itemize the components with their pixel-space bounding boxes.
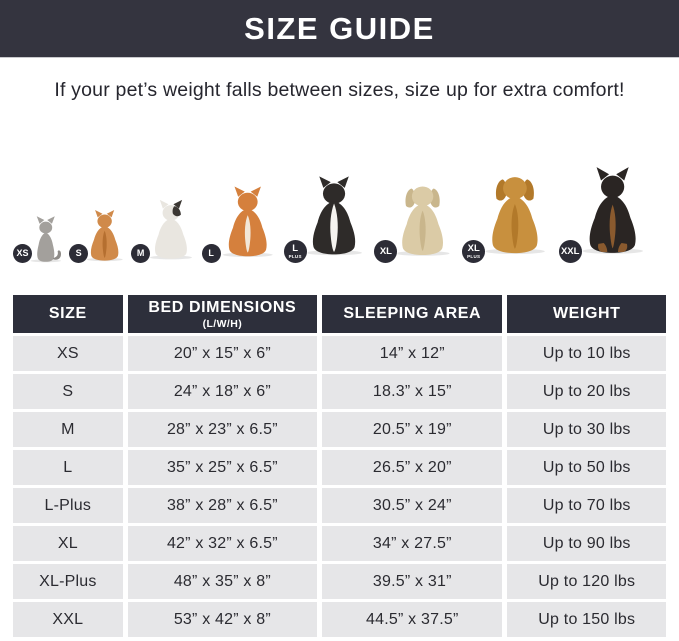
table-cell-sleep: 34” x 27.5” — [322, 526, 502, 561]
table-cell-bed: 28” x 23” x 6.5” — [128, 412, 317, 447]
table-cell-bed: 53” x 42” x 8” — [128, 602, 317, 637]
table-cell-size: XL — [13, 526, 123, 561]
table-cell-bed: 38” x 28” x 6.5” — [128, 488, 317, 523]
size-badge-m — [131, 244, 150, 263]
table-cell-weight: Up to 70 lbs — [507, 488, 666, 523]
size-badge-plus-label: PLUS — [288, 253, 302, 259]
pet-photo-border-collie — [288, 158, 375, 272]
column-header-size: SIZE — [13, 295, 123, 333]
pet-photo-pomeranian — [75, 198, 131, 272]
table-cell-sleep: 26.5” x 20” — [322, 450, 502, 485]
table-cell-weight: Up to 10 lbs — [507, 336, 666, 371]
table-cell-bed: 42” x 32” x 6.5” — [128, 526, 317, 561]
table-cell-sleep: 14” x 12” — [322, 336, 502, 371]
size-badge-label: XS — [16, 248, 29, 258]
size-badge-label: L — [292, 243, 299, 254]
pet-photo-doberman — [560, 148, 657, 272]
table-cell-bed: 20” x 15” x 6” — [128, 336, 317, 371]
bed-dimensions-unit-note: (L/W/H) — [202, 317, 243, 330]
size-badge-l — [202, 244, 221, 263]
table-cell-size: XXL — [13, 602, 123, 637]
page-title: SIZE GUIDE — [244, 10, 435, 46]
table-cell-bed: 24” x 18” x 6” — [128, 374, 317, 409]
size-badge-plus-label: PLUS — [467, 253, 481, 259]
table-cell-sleep: 18.3” x 15” — [322, 374, 502, 409]
size-badge-label: XL — [379, 245, 392, 257]
table-cell-sleep: 39.5” x 31” — [322, 564, 502, 599]
column-header-weight: WEIGHT — [507, 295, 666, 333]
size-badge-label: M — [136, 248, 145, 258]
table-cell-size: S — [13, 374, 123, 409]
sizing-tip-text: If your pet’s weight falls between sizes, size up for extra comfort! — [54, 79, 625, 101]
cat-icon — [22, 206, 70, 272]
table-cell-weight: Up to 90 lbs — [507, 526, 666, 561]
pet-photo-golden-retriever — [467, 150, 559, 272]
table-cell-weight: Up to 50 lbs — [507, 450, 666, 485]
table-cell-weight: Up to 30 lbs — [507, 412, 666, 447]
table-cell-bed: 35” x 25” x 6.5” — [128, 450, 317, 485]
table-cell-size: L — [13, 450, 123, 485]
size-badge-l-plus — [284, 240, 307, 263]
size-badge-label: L — [208, 248, 214, 258]
size-badge-label: S — [75, 248, 82, 258]
dog-icon — [140, 186, 202, 272]
table-cell-weight: Up to 120 lbs — [507, 564, 666, 599]
pet-photo-shiba-inu — [208, 170, 284, 272]
table-cell-bed: 48” x 35” x 8” — [128, 564, 317, 599]
pet-photo-french-bulldog — [136, 186, 202, 272]
pet-photo-cat — [16, 206, 70, 272]
table-cell-sleep: 20.5” x 19” — [322, 412, 502, 447]
title-banner — [0, 0, 679, 58]
column-header-sleeping-area: SLEEPING AREA — [322, 295, 502, 333]
table-cell-sleep: 30.5” x 24” — [322, 488, 502, 523]
table-cell-size: XS — [13, 336, 123, 371]
dog-icon — [75, 198, 131, 272]
size-badge-label: XL — [467, 243, 480, 254]
dog-icon — [211, 170, 284, 272]
size-guide-table — [13, 295, 666, 637]
table-cell-size: M — [13, 412, 123, 447]
table-cell-sleep: 44.5” x 37.5” — [322, 602, 502, 637]
table-cell-size: L-Plus — [13, 488, 123, 523]
size-badge-xxl — [559, 240, 582, 263]
table-cell-weight: Up to 20 lbs — [507, 374, 666, 409]
pet-size-lineup — [0, 126, 679, 276]
pet-photo-labrador — [379, 162, 462, 272]
size-badge-xs — [13, 244, 32, 263]
table-cell-size: XL-Plus — [13, 564, 123, 599]
size-badge-label: XXL — [560, 245, 580, 257]
table-cell-weight: Up to 150 lbs — [507, 602, 666, 637]
column-header-bed-dimensions: BED DIMENSIONS (L/W/H) — [128, 295, 317, 333]
